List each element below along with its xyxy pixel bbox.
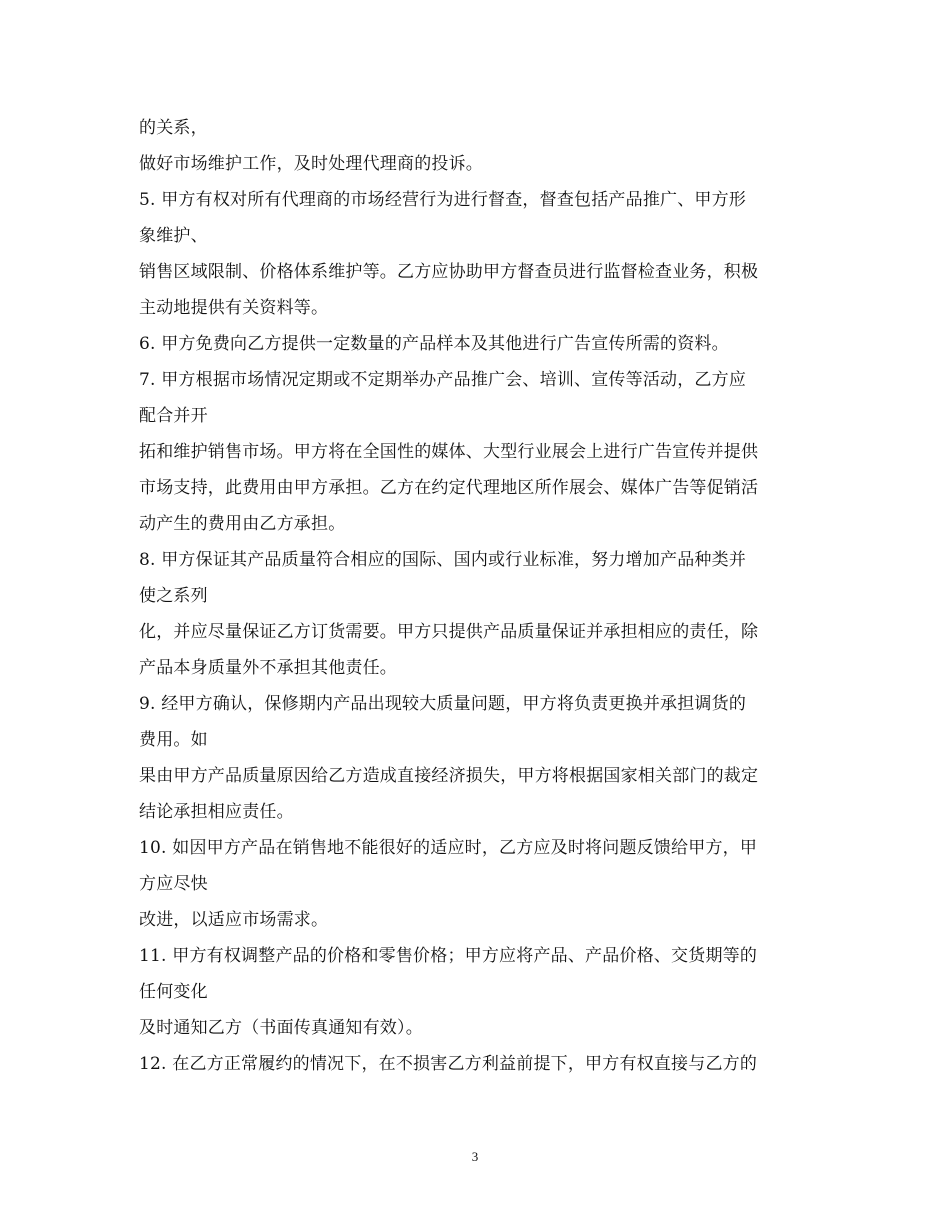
text-line: 任何变化 (139, 982, 208, 1002)
text-line: 11. 甲方有权调整产品的价格和零售价格；甲方应将产品、产品价格、交货期等的 (139, 946, 758, 966)
text-line: 销售区域限制、价格体系维护等。乙方应协助甲方督查员进行监督检查业务，积极 (139, 262, 759, 282)
text-line: 8. 甲方保证其产品质量符合相应的国际、国内或行业标准，努力增加产品种类并 (139, 550, 747, 570)
text-line: 方应尽快 (139, 874, 208, 894)
text-line: 结论承担相应责任。 (139, 802, 294, 822)
text-line: 象维护、 (139, 226, 208, 246)
text-line: 配合并开 (139, 406, 208, 426)
text-line: 5. 甲方有权对所有代理商的市场经营行为进行督查，督查包括产品推广、甲方形 (139, 190, 747, 210)
text-line: 化，并应尽量保证乙方订货需要。甲方只提供产品质量保证并承担相应的责任，除 (139, 622, 759, 642)
text-line: 6. 甲方免费向乙方提供一定数量的产品样本及其他进行广告宣传所需的资料。 (139, 334, 729, 354)
text-line: 7. 甲方根据市场情况定期或不定期举办产品推广会、培训、宣传等活动，乙方应 (139, 370, 747, 390)
text-line: 果由甲方产品质量原因给乙方造成直接经济损失，甲方将根据国家相关部门的裁定 (139, 766, 759, 786)
text-line: 的关系， (139, 118, 208, 138)
text-line: 费用。如 (139, 730, 208, 750)
text-line: 改进，以适应市场需求。 (139, 910, 329, 930)
text-line: 产品本身质量外不承担其他责任。 (139, 658, 397, 678)
text-line: 市场支持，此费用由甲方承担。乙方在约定代理地区所作展会、媒体广告等促销活 (139, 478, 759, 498)
text-line: 及时通知乙方（书面传真通知有效）。 (139, 1018, 423, 1038)
text-line: 主动地提供有关资料等。 (139, 298, 329, 318)
text-line: 拓和维护销售市场。甲方将在全国性的媒体、大型行业展会上进行广告宣传并提供 (139, 442, 759, 462)
page-number: 3 (471, 1149, 479, 1164)
text-line: 9. 经甲方确认，保修期内产品出现较大质量问题，甲方将负责更换并承担调货的 (139, 694, 747, 714)
text-line: 10. 如因甲方产品在销售地不能很好的适应时，乙方应及时将问题反馈给甲方，甲 (139, 838, 758, 858)
text-line: 动产生的费用由乙方承担。 (139, 514, 346, 534)
text-line: 做好市场维护工作，及时处理代理商的投诉。 (139, 154, 483, 174)
text-line: 12. 在乙方正常履约的情况下，在不损害乙方利益前提下，甲方有权直接与乙方的 (139, 1054, 758, 1074)
text-line: 使之系列 (139, 586, 208, 606)
